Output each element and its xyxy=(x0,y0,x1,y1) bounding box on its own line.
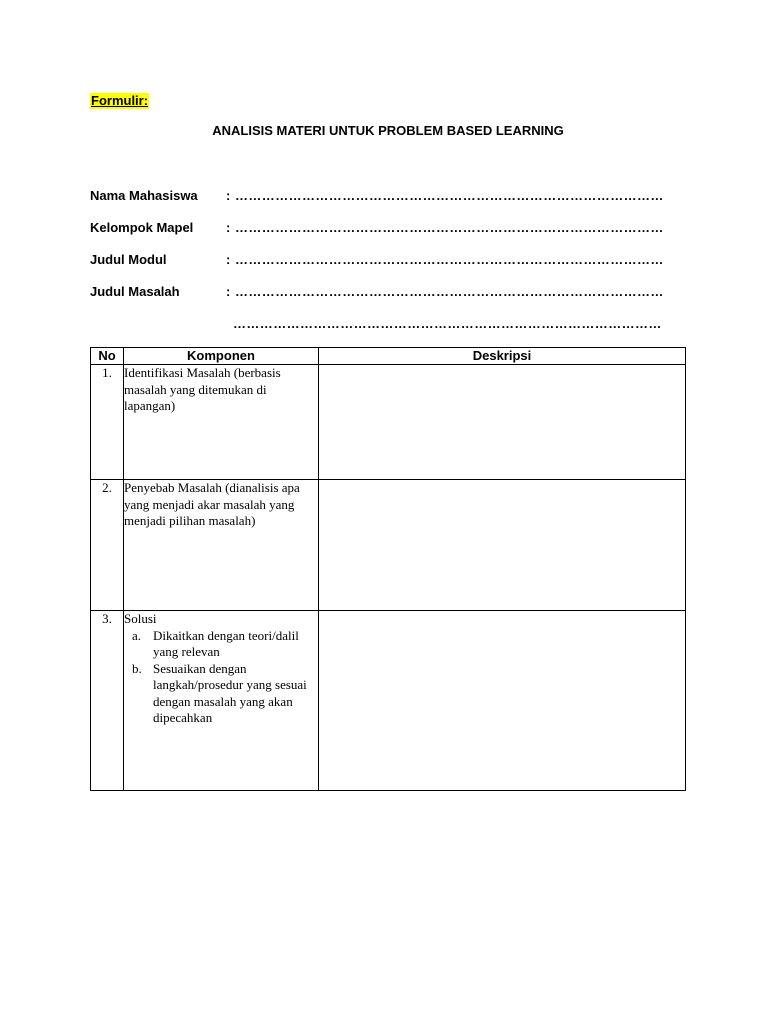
field-kelompok-mapel xyxy=(90,219,690,237)
field-label: Judul Modul xyxy=(90,252,167,267)
komponen-cell xyxy=(124,611,319,791)
list-item xyxy=(124,661,318,727)
field-label: Nama Mahasiswa xyxy=(90,188,198,203)
row-number: 3. xyxy=(91,611,124,791)
form-label: Formulir: xyxy=(91,93,149,108)
field-judul-modul xyxy=(90,251,690,269)
list-marker: b. xyxy=(132,660,142,676)
field-judul-masalah xyxy=(90,283,690,301)
row-number: 2. xyxy=(91,480,124,611)
komponen-cell: Penyebab Masalah (dianalisis apa yang menjadi akar masalah yang menjadi pilihan masalah) xyxy=(124,480,319,611)
field-nama-mahasiswa xyxy=(90,187,690,205)
field-fill-line[interactable]: …………………………………………………………………………………… xyxy=(235,220,664,235)
field-colon: : xyxy=(226,252,231,267)
field-judul-masalah-continuation xyxy=(90,315,690,333)
list-marker: a. xyxy=(132,627,142,643)
header-no: No xyxy=(91,348,124,365)
analysis-table xyxy=(90,347,686,791)
header-komponen: Komponen xyxy=(124,348,319,365)
deskripsi-cell[interactable] xyxy=(319,365,686,480)
komponen-cell: Identifikasi Masalah (berbasis masalah yang ditemukan di lapangan) xyxy=(124,365,319,480)
field-colon: : xyxy=(226,284,231,299)
field-fill-line[interactable]: …………………………………………………………………………………… xyxy=(235,252,664,267)
field-colon: : xyxy=(226,188,231,203)
field-fill-line[interactable]: …………………………………………………………………………………… xyxy=(235,188,664,203)
table-row xyxy=(91,611,686,791)
field-fill-line[interactable]: …………………………………………………………………………………… xyxy=(233,316,662,331)
table-row xyxy=(91,365,686,480)
field-label: Kelompok Mapel xyxy=(90,220,194,235)
field-fill-line[interactable]: …………………………………………………………………………………… xyxy=(235,284,664,299)
deskripsi-cell[interactable] xyxy=(319,480,686,611)
header-deskripsi: Deskripsi xyxy=(319,348,686,365)
field-label: Judul Masalah xyxy=(90,284,180,299)
table-header-row xyxy=(91,348,686,365)
row-number: 1. xyxy=(91,365,124,480)
list-item-text: Dikaitkan dengan teori/dalil yang relevan xyxy=(153,627,299,659)
deskripsi-cell[interactable] xyxy=(319,611,686,791)
document-title: ANALISIS MATERI UNTUK PROBLEM BASED LEARNING xyxy=(212,123,564,138)
table-row xyxy=(91,480,686,611)
list-item xyxy=(124,628,318,661)
solusi-sublist xyxy=(124,628,318,727)
komponen-title: Solusi xyxy=(124,611,157,626)
field-colon: : xyxy=(226,220,231,235)
list-item-text: Sesuaikan dengan langkah/prosedur yang sesuai dengan masalah yang akan dipecahkan xyxy=(153,660,307,725)
